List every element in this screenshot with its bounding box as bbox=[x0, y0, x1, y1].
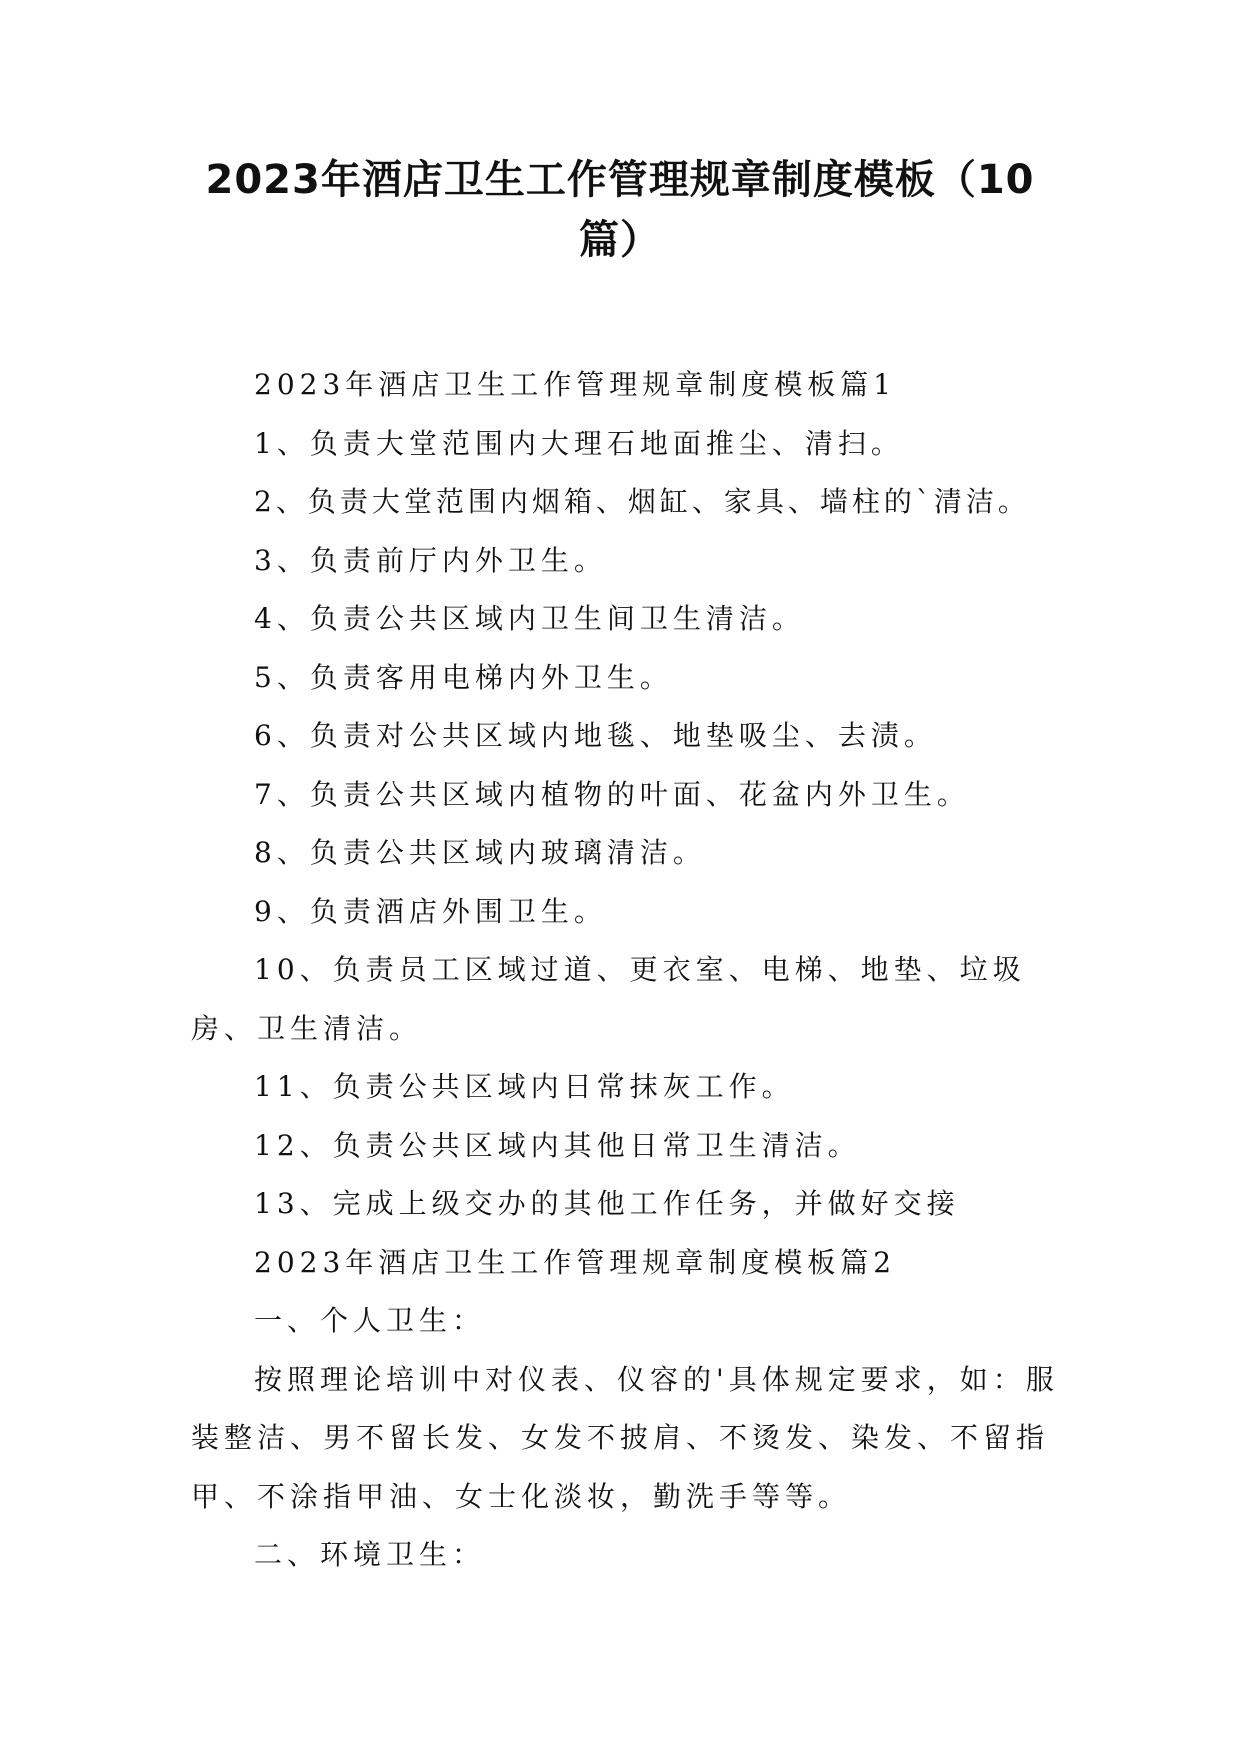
paragraph: 按照理论培训中对仪表、仪容的'具体规定要求，如：服装整洁、男不留长发、女发不披肩、不烫发、染发、不留指甲、不涂指甲油、女士化淡妆，勤洗手等等。 bbox=[191, 1362, 1059, 1513]
list-item: 6、负责对公共区域内地毯、地垫吸尘、去渍。 bbox=[254, 719, 937, 752]
list-item: 5、负责客用电梯内外卫生。 bbox=[254, 660, 673, 694]
list-item: 4、负责公共区域内卫生间卫生清洁。 bbox=[254, 602, 805, 635]
list-item: 12、负责公共区域内其他日常卫生清洁。 bbox=[254, 1128, 861, 1162]
list-item: 2、负责大堂范围内烟箱、烟缸、家具、墙柱的`清洁。 bbox=[254, 485, 1030, 518]
list-item: 7、负责公共区域内植物的叶面、花盆内外卫生。 bbox=[254, 777, 970, 811]
list-item: 1、负责大堂范围内大理石地面推尘、清扫。 bbox=[254, 426, 904, 460]
list-item: 8、负责公共区域内玻璃清洁。 bbox=[254, 836, 706, 869]
document-body bbox=[191, 356, 1071, 1585]
list-item: 9、负责酒店外围卫生。 bbox=[254, 894, 607, 928]
document-title bbox=[180, 150, 1060, 270]
list-item: 11、负责公共区域内日常抹灰工作。 bbox=[254, 1070, 795, 1103]
section-heading: 2023年酒店卫生工作管理规章制度模板篇1 bbox=[254, 368, 897, 401]
title-line-1: 2023年酒店卫生工作管理规章制度模板（10 bbox=[205, 157, 1035, 203]
title-line-2: 篇） bbox=[579, 217, 661, 263]
list-item: 13、完成上级交办的其他工作任务，并做好交接 bbox=[254, 1187, 960, 1220]
list-item: 3、负责前厅内外卫生。 bbox=[254, 543, 607, 577]
subsection-heading: 二、环境卫生： bbox=[254, 1538, 486, 1571]
list-item: 10、负责员工区域过道、更衣室、电梯、地垫、垃圾房、卫生清洁。 bbox=[191, 953, 1026, 1045]
section-heading: 2023年酒店卫生工作管理规章制度模板篇2 bbox=[254, 1245, 897, 1279]
subsection-heading: 一、个人卫生： bbox=[254, 1304, 486, 1337]
